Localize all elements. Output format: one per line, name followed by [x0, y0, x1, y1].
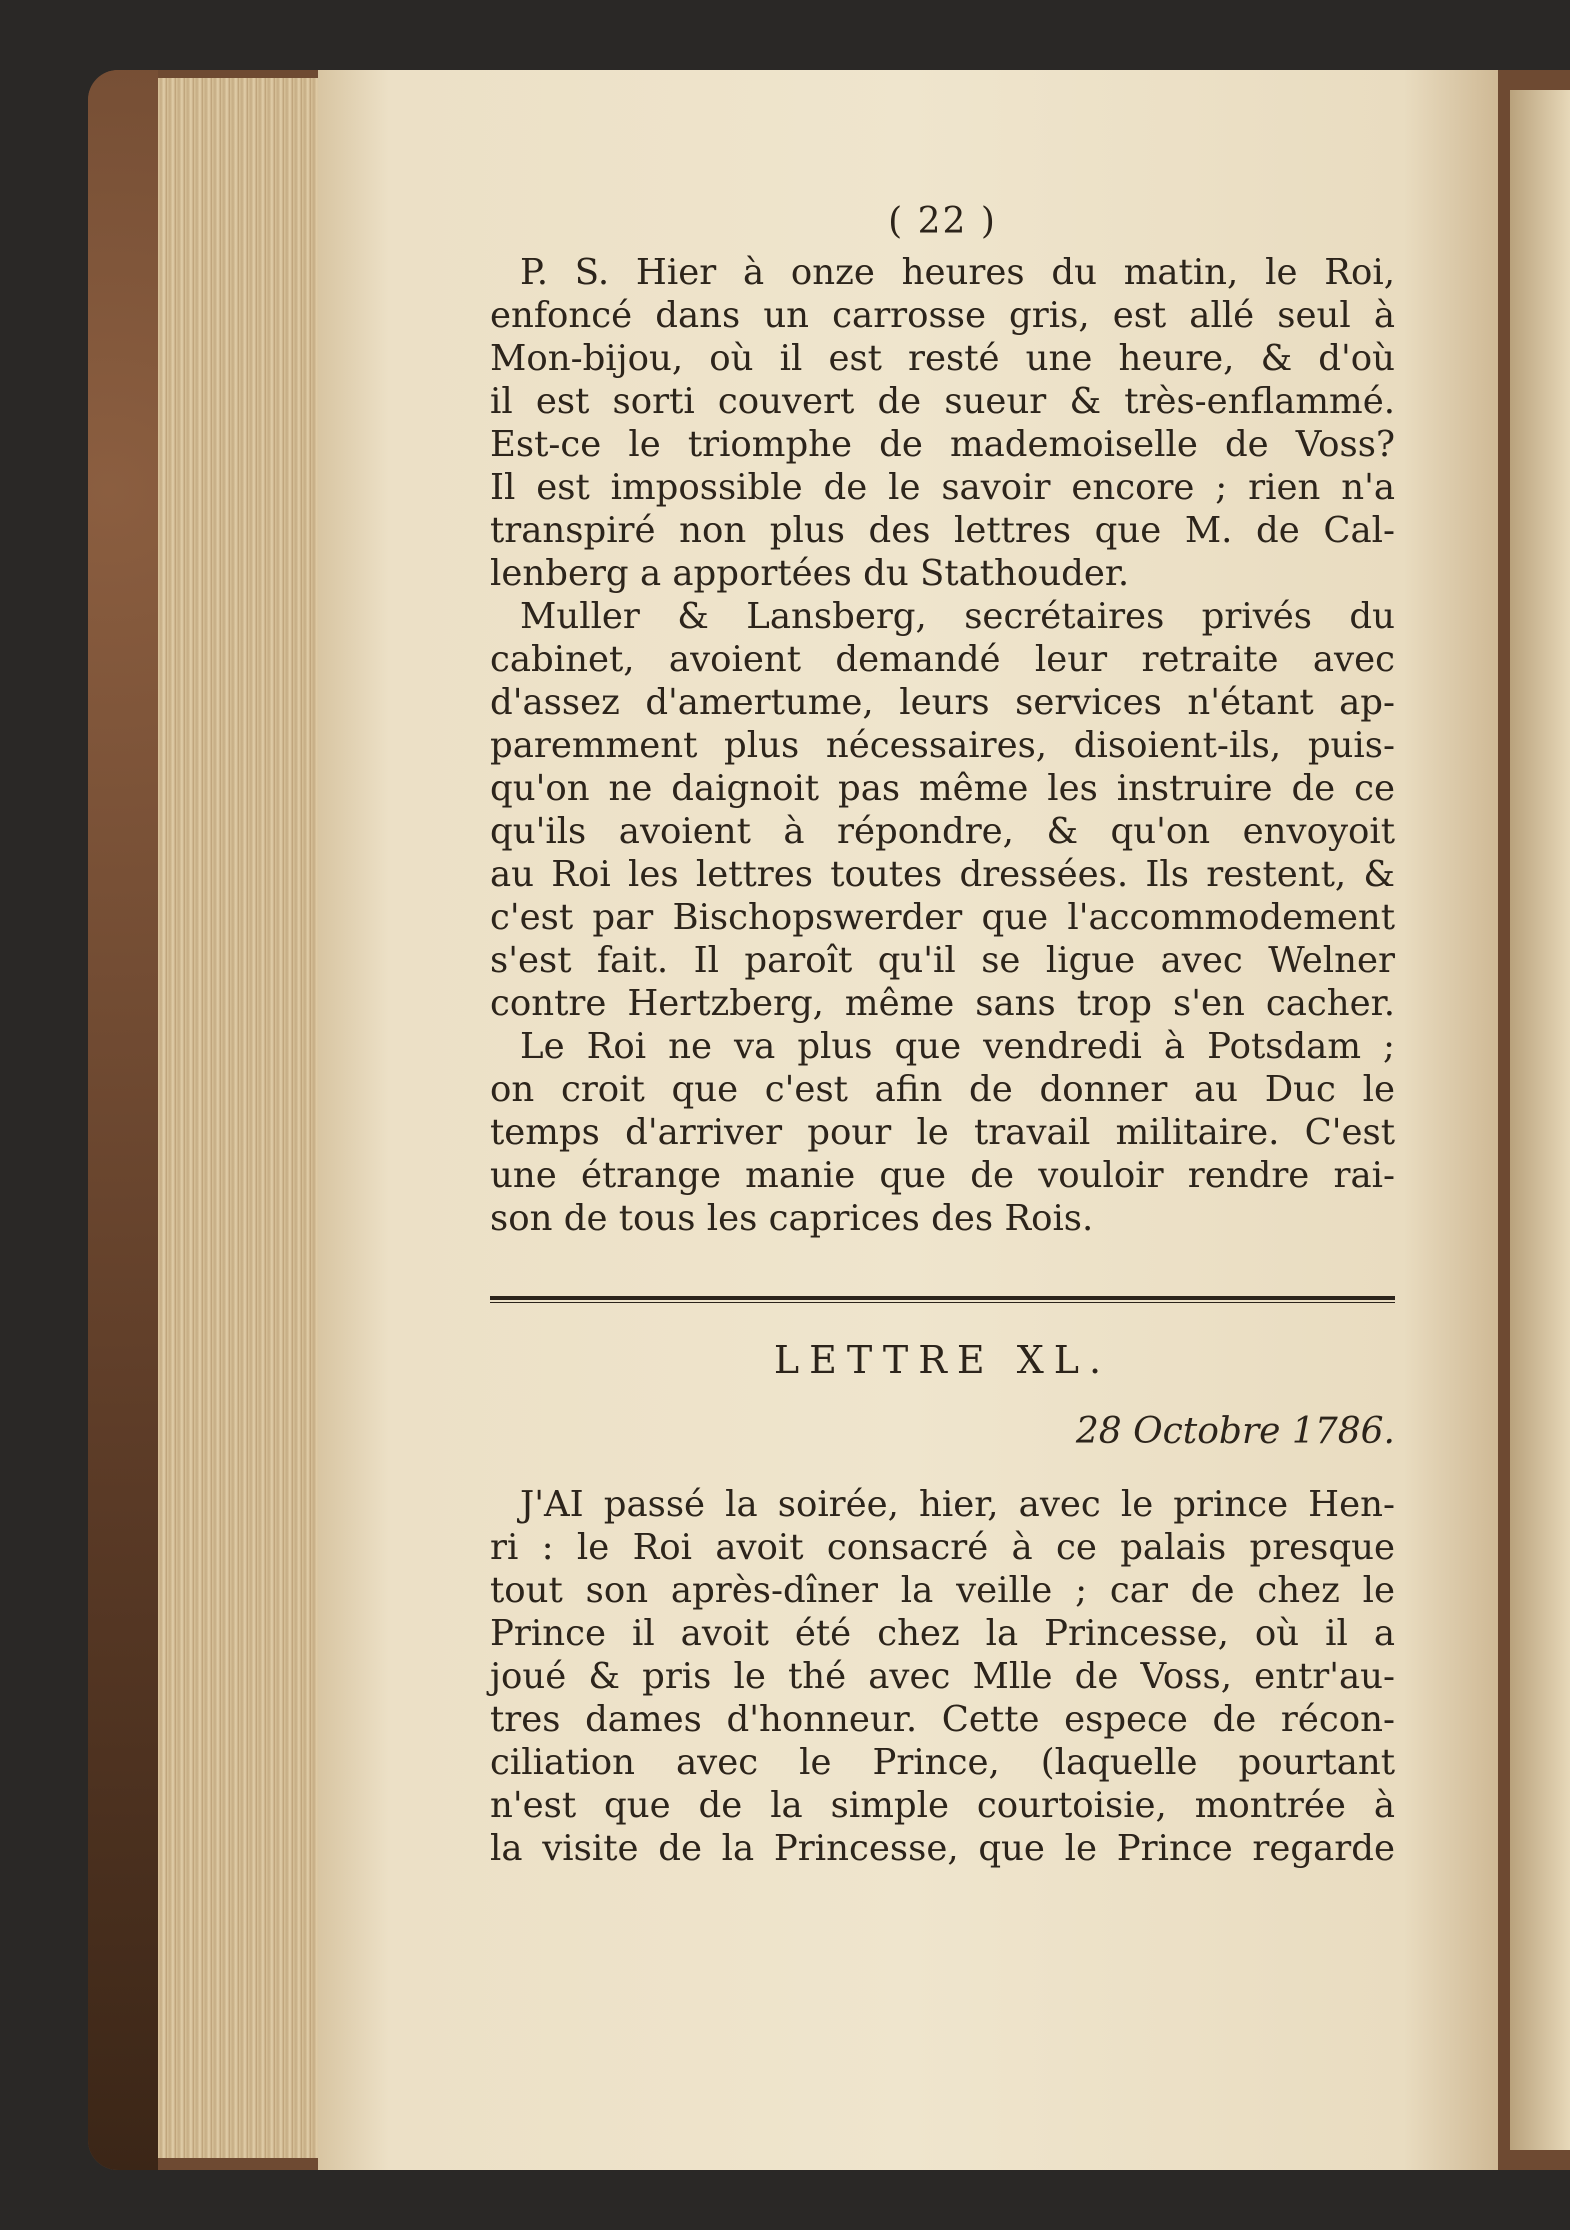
text-line: c'est par Bischopswerder que l'accommodement: [490, 897, 1395, 938]
text-line: tout son après-dîner la veille ; car de chez le: [490, 1570, 1395, 1611]
text-line: P. S. Hier à onze heures du matin, le Roi,: [520, 252, 1395, 293]
text-line: son de tous les caprices des Rois.: [490, 1198, 1094, 1239]
text-line: qu'ils avoient à répondre, & qu'on envoyoit: [490, 811, 1395, 852]
text-line: lenberg a apportées du Stathouder.: [490, 553, 1130, 594]
paragraph-roi: [490, 1025, 1395, 1240]
text-line: d'assez d'amertume, leurs services n'étant ap-: [490, 682, 1395, 723]
paragraph-letter: [490, 1483, 1395, 1870]
text-line: ri : le Roi avoit consacré à ce palais presque: [490, 1527, 1395, 1568]
text-line: ciliation avec le Prince, (laquelle pourtant: [490, 1742, 1395, 1783]
text-line: J'AI passé la soirée, hier, avec le prince Hen-: [520, 1484, 1395, 1525]
text-line: une étrange manie que de vouloir rendre rai-: [490, 1155, 1395, 1196]
letter-date: 28 Octobre 1786.: [1075, 1411, 1395, 1452]
text-line: Mon-bijou, où il est resté une heure, & d'où: [490, 338, 1395, 379]
text-line: Muller & Lansberg, secrétaires privés du: [520, 596, 1395, 637]
letter-heading: LETTRE XL.: [773, 1338, 1112, 1382]
text-line: temps d'arriver pour le travail militaire. C'est: [490, 1112, 1395, 1153]
text-line: la visite de la Princesse, que le Prince regarde: [490, 1828, 1395, 1869]
text-line: au Roi les lettres toutes dressées. Ils restent, &: [490, 854, 1395, 895]
text-line: il est sorti couvert de sueur & très-enflammé.: [490, 381, 1395, 422]
text-line: transpiré non plus des lettres que M. de Cal-: [490, 510, 1395, 551]
page-number: ( 22 ): [888, 201, 997, 242]
paragraph-ps: [490, 251, 1395, 595]
text-line: qu'on ne daignoit pas même les instruire de ce: [490, 768, 1395, 809]
text-line: cabinet, avoient demandé leur retraite avec: [490, 639, 1395, 680]
text-line: Prince il avoit été chez la Princesse, où il a: [490, 1613, 1395, 1654]
text-line: joué & pris le thé avec Mlle de Voss, entr'au-: [490, 1656, 1395, 1697]
text-line: tres dames d'honneur. Cette espece de récon-: [490, 1699, 1395, 1740]
text-line: Est-ce le triomphe de mademoiselle de Voss?: [490, 424, 1395, 465]
paragraph-muller: [490, 595, 1395, 1025]
next-page-edge: [1510, 90, 1570, 2150]
section-divider: [490, 1296, 1395, 1303]
text-line: Il est impossible de le savoir encore ; rien n'a: [490, 467, 1395, 508]
book-cover-edge: [88, 70, 158, 2170]
text-line: n'est que de la simple courtoisie, montrée à: [490, 1785, 1395, 1826]
page-text: [490, 200, 1395, 1870]
text-line: Le Roi ne va plus que vendredi à Potsdam ;: [520, 1026, 1395, 1067]
text-line: on croit que c'est afin de donner au Duc le: [490, 1069, 1395, 1110]
text-line: enfoncé dans un carrosse gris, est allé seul à: [490, 295, 1395, 336]
text-line: contre Hertzberg, même sans trop s'en cacher.: [490, 983, 1395, 1024]
text-line: paremment plus nécessaires, disoient-ils, puis-: [490, 725, 1395, 766]
text-line: s'est fait. Il paroît qu'il se ligue avec Welner: [490, 940, 1395, 981]
